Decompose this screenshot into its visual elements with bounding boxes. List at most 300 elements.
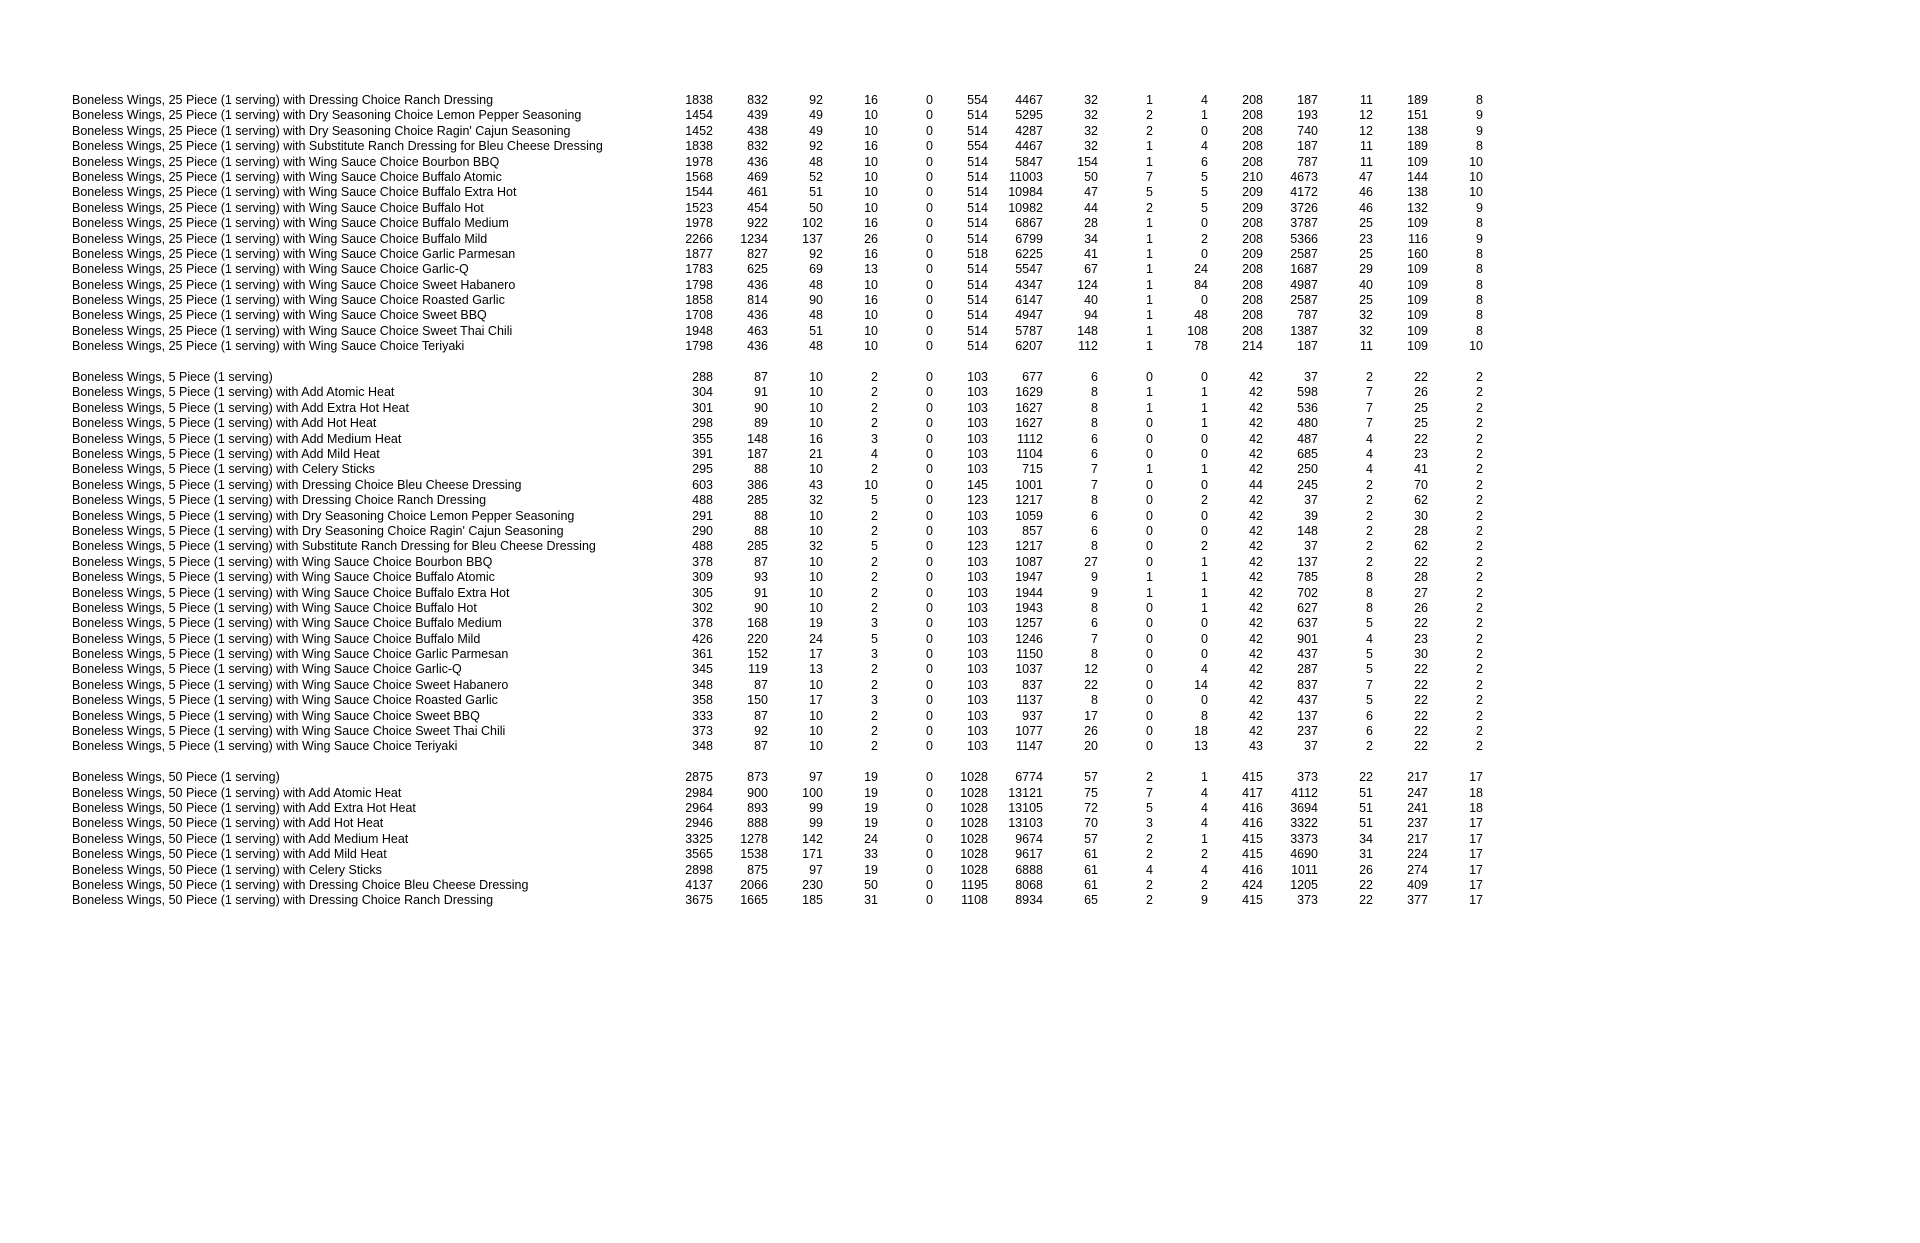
value-cell: 51 [1359, 816, 1373, 831]
value-cell: 1104 [1016, 446, 1043, 461]
table-section [72, 93, 1920, 355]
value-cell: 22 [1414, 616, 1428, 631]
value-cell: 14 [1194, 677, 1208, 692]
value-cell: 0 [926, 677, 933, 692]
value-cell: 9 [1476, 108, 1483, 123]
table-row [72, 770, 1920, 785]
value-cell: 42 [1249, 647, 1263, 662]
value-cell: 4112 [1291, 785, 1318, 800]
value-cell: 17 [1469, 770, 1483, 785]
value-cell: 22 [1414, 739, 1428, 754]
value-cell: 4 [1146, 862, 1153, 877]
value-cell: 0 [926, 323, 933, 338]
value-cell: 0 [1146, 662, 1153, 677]
value-cell: 391 [692, 446, 713, 461]
item-name-cell: Boneless Wings, 50 Piece (1 serving) with Add Mild Heat [72, 847, 387, 862]
value-cell: 109 [1407, 339, 1428, 354]
value-cell: 2946 [685, 816, 713, 831]
value-cell: 1028 [960, 770, 988, 785]
value-cell: 1838 [685, 139, 713, 154]
value-cell: 0 [1201, 693, 1208, 708]
value-cell: 1798 [685, 339, 713, 354]
value-cell: 2 [1366, 370, 1373, 385]
table-row [72, 462, 1920, 477]
value-cell: 437 [1297, 693, 1318, 708]
value-cell: 2 [1476, 400, 1483, 415]
table-row [72, 370, 1920, 385]
value-cell: 285 [747, 539, 768, 554]
value-cell: 51 [809, 323, 823, 338]
value-cell: 6867 [1015, 216, 1043, 231]
value-cell: 27 [1414, 585, 1428, 600]
value-cell: 7 [1366, 400, 1373, 415]
value-cell: 16 [864, 139, 878, 154]
value-cell: 10982 [1008, 200, 1043, 215]
value-cell: 416 [1242, 800, 1263, 815]
value-cell: 9 [1091, 570, 1098, 585]
value-cell: 0 [926, 631, 933, 646]
value-cell: 11 [1360, 339, 1373, 354]
value-cell: 0 [1146, 523, 1153, 538]
value-cell: 10 [864, 123, 878, 138]
value-cell: 0 [1146, 616, 1153, 631]
value-cell: 103 [967, 600, 988, 615]
value-cell: 0 [926, 385, 933, 400]
value-cell: 301 [692, 400, 713, 415]
value-cell: 1 [1146, 293, 1153, 308]
value-cell: 32 [1084, 139, 1098, 154]
value-cell: 8 [1366, 570, 1373, 585]
table-row [72, 155, 1920, 170]
value-cell: 426 [692, 631, 713, 646]
value-cell: 30 [1414, 508, 1428, 523]
value-cell: 0 [926, 416, 933, 431]
value-cell: 112 [1078, 339, 1098, 354]
value-cell: 12 [1359, 123, 1373, 138]
value-cell: 3 [871, 616, 878, 631]
value-cell: 10 [864, 323, 878, 338]
table-row [72, 586, 1920, 601]
value-cell: 2 [1476, 631, 1483, 646]
value-cell: 138 [1407, 185, 1428, 200]
value-cell: 1 [1146, 139, 1153, 154]
value-cell: 1 [1146, 93, 1153, 107]
table-row [72, 108, 1920, 123]
value-cell: 42 [1249, 431, 1263, 446]
value-cell: 11003 [1009, 169, 1043, 184]
table-row [72, 93, 1920, 108]
value-cell: 42 [1249, 677, 1263, 692]
value-cell: 603 [692, 477, 713, 492]
value-cell: 123 [967, 493, 988, 508]
item-name-cell: Boneless Wings, 50 Piece (1 serving) with Dressing Choice Bleu Cheese Dressing [72, 877, 529, 892]
value-cell: 109 [1407, 293, 1428, 308]
value-cell: 208 [1242, 123, 1263, 138]
value-cell: 518 [967, 246, 988, 261]
value-cell: 25 [1359, 293, 1373, 308]
value-cell: 103 [967, 385, 988, 400]
value-cell: 5547 [1015, 262, 1043, 277]
value-cell: 3694 [1290, 800, 1318, 815]
value-cell: 123 [967, 539, 988, 554]
value-cell: 5 [1146, 800, 1153, 815]
value-cell: 209 [1242, 185, 1263, 200]
value-cell: 1838 [685, 93, 713, 107]
value-cell: 0 [926, 831, 933, 846]
value-cell: 154 [1077, 154, 1098, 169]
value-cell: 138 [1407, 123, 1428, 138]
value-cell: 22 [1414, 708, 1428, 723]
value-cell: 51 [809, 185, 823, 200]
value-cell: 6 [1201, 154, 1208, 169]
table-row [72, 678, 1920, 693]
value-cell: 94 [1084, 308, 1098, 323]
value-cell: 2 [1366, 477, 1373, 492]
value-cell: 5 [871, 539, 878, 554]
value-cell: 185 [802, 893, 823, 908]
value-cell: 1 [1146, 262, 1153, 277]
value-cell: 27 [1084, 554, 1098, 569]
value-cell: 1059 [1015, 508, 1043, 523]
table-row [72, 662, 1920, 677]
value-cell: 1087 [1015, 554, 1043, 569]
value-cell: 436 [747, 277, 768, 292]
value-cell: 10 [1469, 185, 1483, 200]
value-cell: 171 [802, 847, 823, 862]
table-row [72, 478, 1920, 493]
value-cell: 6799 [1015, 231, 1043, 246]
value-cell: 1028 [960, 785, 988, 800]
value-cell: 22 [1414, 662, 1428, 677]
item-name-cell: Boneless Wings, 5 Piece (1 serving) with Wing Sauce Choice Bourbon BBQ [72, 554, 493, 569]
value-cell: 2 [1146, 831, 1153, 846]
value-cell: 8 [1366, 585, 1373, 600]
value-cell: 4467 [1015, 139, 1043, 154]
table-row [72, 724, 1920, 739]
value-cell: 1077 [1015, 724, 1043, 739]
value-cell: 47 [1359, 169, 1373, 184]
value-cell: 415 [1242, 847, 1263, 862]
value-cell: 6 [1091, 616, 1098, 631]
value-cell: 348 [692, 677, 713, 692]
value-cell: 488 [692, 539, 713, 554]
value-cell: 291 [692, 508, 713, 523]
value-cell: 25 [1414, 416, 1428, 431]
value-cell: 0 [1201, 647, 1208, 662]
value-cell: 103 [967, 370, 988, 385]
value-cell: 100 [802, 785, 823, 800]
value-cell: 0 [1146, 693, 1153, 708]
value-cell: 40 [1359, 277, 1373, 292]
value-cell: 1708 [685, 308, 713, 323]
value-cell: 361 [692, 647, 713, 662]
table-row [72, 432, 1920, 447]
value-cell: 90 [809, 293, 823, 308]
value-cell: 6225 [1015, 246, 1043, 261]
item-name-cell: Boneless Wings, 5 Piece (1 serving) with Substitute Ranch Dressing for Bleu Cheese Dressing [72, 539, 596, 554]
value-cell: 6 [1366, 708, 1373, 723]
value-cell: 0 [1201, 246, 1208, 261]
value-cell: 702 [1297, 585, 1318, 600]
table-row [72, 616, 1920, 631]
value-cell: 2 [871, 600, 878, 615]
value-cell: 1257 [1015, 616, 1043, 631]
value-cell: 42 [1249, 662, 1263, 677]
value-cell: 25 [1414, 400, 1428, 415]
value-cell: 832 [747, 93, 768, 107]
value-cell: 514 [967, 293, 988, 308]
value-cell: 137 [1297, 708, 1318, 723]
value-cell: 514 [967, 262, 988, 277]
value-cell: 1217 [1015, 539, 1043, 554]
value-cell: 7 [1366, 416, 1373, 431]
value-cell: 8 [1201, 708, 1208, 723]
value-cell: 17 [1469, 847, 1483, 862]
value-cell: 13103 [1008, 816, 1043, 831]
value-cell: 2 [1146, 847, 1153, 862]
value-cell: 48 [809, 308, 823, 323]
value-cell: 8 [1476, 262, 1483, 277]
value-cell: 1 [1201, 831, 1208, 846]
value-cell: 124 [1077, 277, 1098, 292]
value-cell: 0 [1146, 493, 1153, 508]
value-cell: 22 [1359, 877, 1373, 892]
value-cell: 10 [809, 385, 823, 400]
item-name-cell: Boneless Wings, 50 Piece (1 serving) with Add Hot Heat [72, 816, 384, 831]
table-row [72, 339, 1920, 354]
value-cell: 237 [1407, 816, 1428, 831]
value-cell: 13121 [1008, 785, 1043, 800]
value-cell: 1629 [1015, 385, 1043, 400]
value-cell: 2898 [685, 862, 713, 877]
value-cell: 4 [1366, 631, 1373, 646]
value-cell: 103 [967, 662, 988, 677]
value-cell: 2 [1476, 585, 1483, 600]
value-cell: 42 [1249, 724, 1263, 739]
value-cell: 26 [1359, 862, 1373, 877]
value-cell: 49 [809, 108, 823, 123]
value-cell: 8068 [1015, 877, 1043, 892]
value-cell: 1246 [1015, 631, 1043, 646]
value-cell: 2 [1146, 770, 1153, 785]
value-cell: 40 [1084, 293, 1098, 308]
value-cell: 1 [1201, 416, 1208, 431]
value-cell: 132 [1407, 200, 1428, 215]
value-cell: 42 [1249, 508, 1263, 523]
value-cell: 333 [692, 708, 713, 723]
value-cell: 439 [747, 108, 768, 123]
value-cell: 151 [1407, 108, 1428, 123]
value-cell: 554 [967, 139, 988, 154]
value-cell: 5787 [1015, 323, 1043, 338]
value-cell: 2 [1476, 523, 1483, 538]
value-cell: 0 [926, 600, 933, 615]
value-cell: 10 [864, 200, 878, 215]
value-cell: 34 [1084, 231, 1098, 246]
value-cell: 250 [1297, 462, 1318, 477]
value-cell: 8 [1091, 693, 1098, 708]
value-cell: 47 [1084, 185, 1098, 200]
value-cell: 26 [864, 231, 878, 246]
value-cell: 3565 [685, 847, 713, 862]
value-cell: 2 [1476, 600, 1483, 615]
value-cell: 2 [1476, 662, 1483, 677]
value-cell: 1 [1146, 462, 1153, 477]
value-cell: 4287 [1015, 123, 1043, 138]
value-cell: 0 [926, 216, 933, 231]
value-cell: 0 [926, 570, 933, 585]
value-cell: 0 [926, 770, 933, 785]
table-row [72, 232, 1920, 247]
value-cell: 92 [754, 724, 768, 739]
value-cell: 2 [1201, 877, 1208, 892]
value-cell: 2 [1476, 385, 1483, 400]
value-cell: 415 [1242, 831, 1263, 846]
value-cell: 109 [1407, 154, 1428, 169]
table-row [72, 416, 1920, 431]
value-cell: 5 [871, 631, 878, 646]
value-cell: 241 [1407, 800, 1428, 815]
value-cell: 837 [1297, 677, 1318, 692]
value-cell: 22 [1359, 770, 1373, 785]
value-cell: 0 [926, 200, 933, 215]
value-cell: 0 [926, 847, 933, 862]
value-cell: 0 [1201, 446, 1208, 461]
item-name-cell: Boneless Wings, 5 Piece (1 serving) with Add Mild Heat [72, 446, 380, 461]
value-cell: 41 [1414, 462, 1428, 477]
value-cell: 0 [1201, 370, 1208, 385]
value-cell: 9 [1091, 585, 1098, 600]
value-cell: 32 [1359, 308, 1373, 323]
value-cell: 514 [967, 231, 988, 246]
value-cell: 42 [1249, 616, 1263, 631]
value-cell: 469 [747, 169, 768, 184]
table-row [72, 324, 1920, 339]
value-cell: 103 [967, 523, 988, 538]
value-cell: 922 [747, 216, 768, 231]
value-cell: 91 [754, 585, 768, 600]
value-cell: 160 [1407, 246, 1428, 261]
value-cell: 827 [747, 246, 768, 261]
value-cell: 0 [926, 293, 933, 308]
value-cell: 13 [864, 262, 878, 277]
value-cell: 2 [1146, 877, 1153, 892]
table-row [72, 816, 1920, 831]
value-cell: 148 [747, 431, 768, 446]
value-cell: 2 [1476, 431, 1483, 446]
value-cell: 103 [967, 554, 988, 569]
value-cell: 37 [1304, 739, 1318, 754]
value-cell: 4987 [1290, 277, 1318, 292]
value-cell: 42 [1249, 523, 1263, 538]
value-cell: 6 [1091, 523, 1098, 538]
value-cell: 67 [1084, 262, 1098, 277]
value-cell: 2 [1366, 539, 1373, 554]
value-cell: 31 [1359, 847, 1373, 862]
item-name-cell: Boneless Wings, 5 Piece (1 serving) [72, 370, 273, 385]
value-cell: 0 [1146, 416, 1153, 431]
value-cell: 424 [1242, 877, 1263, 892]
value-cell: 7 [1366, 385, 1373, 400]
item-name-cell: Boneless Wings, 25 Piece (1 serving) with Dressing Choice Ranch Dressing [72, 93, 494, 107]
value-cell: 17 [1084, 708, 1098, 723]
table-row [72, 401, 1920, 416]
value-cell: 19 [864, 862, 878, 877]
value-cell: 1028 [960, 862, 988, 877]
value-cell: 11 [1360, 139, 1373, 154]
value-cell: 108 [1187, 323, 1208, 338]
value-cell: 514 [967, 200, 988, 215]
item-name-cell: Boneless Wings, 25 Piece (1 serving) with Wing Sauce Choice Garlic Parmesan [72, 246, 516, 261]
value-cell: 32 [809, 539, 823, 554]
value-cell: 1028 [960, 800, 988, 815]
value-cell: 937 [1022, 708, 1043, 723]
value-cell: 2 [1366, 508, 1373, 523]
value-cell: 4137 [685, 877, 713, 892]
value-cell: 88 [754, 462, 768, 477]
value-cell: 90 [754, 600, 768, 615]
value-cell: 52 [809, 169, 823, 184]
value-cell: 48 [809, 154, 823, 169]
value-cell: 209 [1242, 200, 1263, 215]
table-row [72, 709, 1920, 724]
value-cell: 10 [1469, 154, 1483, 169]
value-cell: 893 [747, 800, 768, 815]
value-cell: 142 [802, 831, 823, 846]
value-cell: 1150 [1016, 647, 1043, 662]
item-name-cell: Boneless Wings, 5 Piece (1 serving) with Wing Sauce Choice Buffalo Hot [72, 600, 477, 615]
value-cell: 295 [692, 462, 713, 477]
value-cell: 0 [1201, 631, 1208, 646]
value-cell: 1147 [1016, 739, 1043, 754]
value-cell: 20 [1084, 739, 1098, 754]
value-cell: 1 [1201, 770, 1208, 785]
value-cell: 97 [809, 770, 823, 785]
value-cell: 4172 [1290, 185, 1318, 200]
value-cell: 51 [1359, 800, 1373, 815]
value-cell: 373 [1297, 893, 1318, 908]
value-cell: 785 [1297, 570, 1318, 585]
table-row [72, 863, 1920, 878]
value-cell: 87 [754, 708, 768, 723]
value-cell: 2 [1476, 708, 1483, 723]
table-row [72, 524, 1920, 539]
value-cell: 4947 [1015, 308, 1043, 323]
value-cell: 37 [1304, 539, 1318, 554]
value-cell: 2 [1146, 200, 1153, 215]
value-cell: 1 [1146, 216, 1153, 231]
value-cell: 1454 [685, 108, 713, 123]
item-name-cell: Boneless Wings, 25 Piece (1 serving) with Wing Sauce Choice Buffalo Extra Hot [72, 185, 517, 200]
value-cell: 2 [871, 585, 878, 600]
value-cell: 2 [1476, 416, 1483, 431]
value-cell: 23 [1414, 446, 1428, 461]
value-cell: 3322 [1290, 816, 1318, 831]
value-cell: 22 [1414, 370, 1428, 385]
item-name-cell: Boneless Wings, 50 Piece (1 serving) with Add Atomic Heat [72, 785, 402, 800]
value-cell: 309 [692, 570, 713, 585]
value-cell: 18 [1469, 800, 1483, 815]
table-row [72, 539, 1920, 554]
value-cell: 2 [871, 662, 878, 677]
value-cell: 75 [1084, 785, 1098, 800]
value-cell: 0 [1146, 631, 1153, 646]
value-cell: 208 [1242, 108, 1263, 123]
value-cell: 116 [1408, 231, 1428, 246]
value-cell: 302 [692, 600, 713, 615]
value-cell: 1195 [961, 877, 988, 892]
value-cell: 32 [1084, 93, 1098, 107]
